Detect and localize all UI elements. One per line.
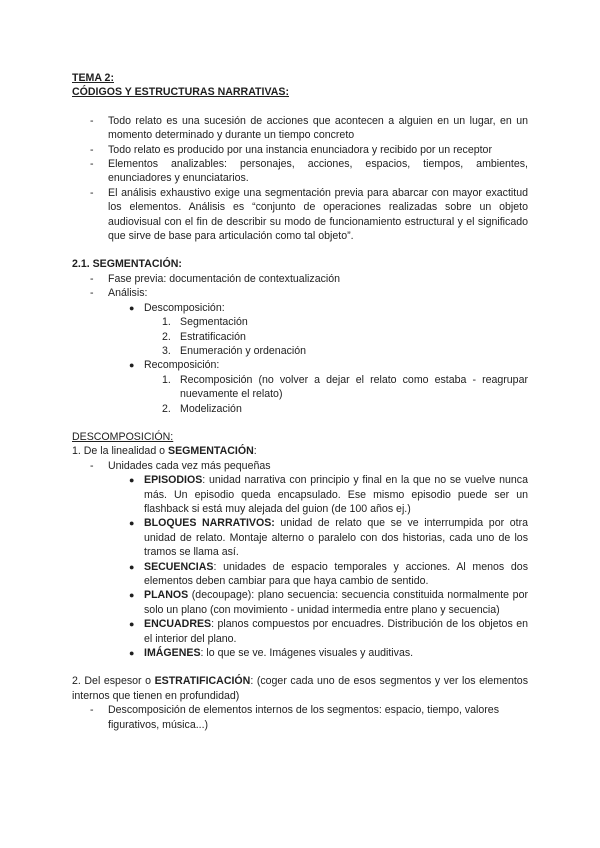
list-item: - Elementos analizables: personajes, acciones, espacios, tiempos, ambientes, enunciadores y enunciatarios. [90, 158, 528, 185]
list-item: 1. Segmentación [162, 316, 248, 329]
units-list [72, 473, 528, 660]
list-item: ● PLANOS (decoupage): plano secuencia: secuencia constituida normalmente por solo un plano (con movimiento - unidad intermedia entre plano y secuencia) [129, 589, 528, 616]
list-item: ● ENCUADRES: planos compuestos por encuadres. Distribución de los objetos en el interior del plano. [129, 618, 528, 645]
list-item: ● EPISODIOS: unidad narrativa con principio y final en la que no se vuelve nunca más. Un episodio queda encapsulado. Ese mismo episodio puede ser un flashback si está muy alejada del guion (de 100 años ej.) [129, 474, 528, 515]
list-item: 1. Recomposición (no volver a dejar el relato como estaba - reagrupar nuevamente el relato) [162, 373, 528, 401]
list-item: ● SECUENCIAS: unidades de espacio temporales y acciones. Al menos dos elementos deben cambiar para que haya cambio de sentido. [129, 560, 528, 587]
list-item: 2. Estratificación [162, 330, 246, 343]
list-item: - Análisis: [90, 287, 148, 300]
tema-title: TEMA 2: [72, 72, 114, 84]
linealidad-line: 1. De la linealidad o SEGMENTACIÓN: [72, 445, 257, 458]
document-page [72, 71, 528, 732]
list-item: ● IMÁGENES: lo que se ve. Imágenes visuales y auditivas. [129, 647, 414, 660]
list-item: ● Recomposición: [129, 359, 220, 372]
list-item: - Todo relato es una sucesión de acciones que acontecen a alguien en un lugar, en un momento determinado y durante un tiempo concreto [90, 114, 528, 142]
tema-subtitle: CÓDIGOS Y ESTRUCTURAS NARRATIVAS: [72, 86, 289, 99]
section-heading-descomposicion: DESCOMPOSICIÓN: [72, 430, 174, 443]
list-item: - El análisis exhaustivo exige una segmentación previa para abarcar con mayor exactitud los elementos. Análisis es “conjunto de operaciones realizadas sobre un objeto audiovisual con el fin de describir su modo de funcionamiento estructural y el significado que sirve de base para articulación como tal objeto”. [90, 186, 528, 243]
list-item: 2. Modelización [162, 402, 242, 415]
section-heading-segmentacion: 2.1. SEGMENTACIÓN: [72, 258, 182, 271]
list-item: - Todo relato es producido por una instancia enunciadora y recibido por un receptor [90, 143, 492, 156]
list-item: - Descomposición de elementos internos de los segmentos: espacio, tiempo, valores figurativos, música...) [90, 704, 499, 731]
intro-list [72, 114, 528, 244]
list-item: ● Descomposición: [129, 301, 225, 314]
espesor-paragraph: 2. Del espesor o ESTRATIFICACIÓN: (coger cada uno de esos segmentos y ver los elementos internos que tienen en profundidad) [72, 675, 528, 702]
list-item: - Unidades cada vez más pequeñas [90, 459, 271, 472]
list-item: 3. Enumeración y ordenación [162, 344, 307, 357]
list-item: - Fase previa: documentación de contextualización [90, 272, 341, 285]
list-item: ● BLOQUES NARRATIVOS: unidad de relato que se ve interrumpida por otra unidad de relato. Montaje alterno o paralelo con dos historias, cada uno de los tramos se llama así. [129, 517, 528, 559]
